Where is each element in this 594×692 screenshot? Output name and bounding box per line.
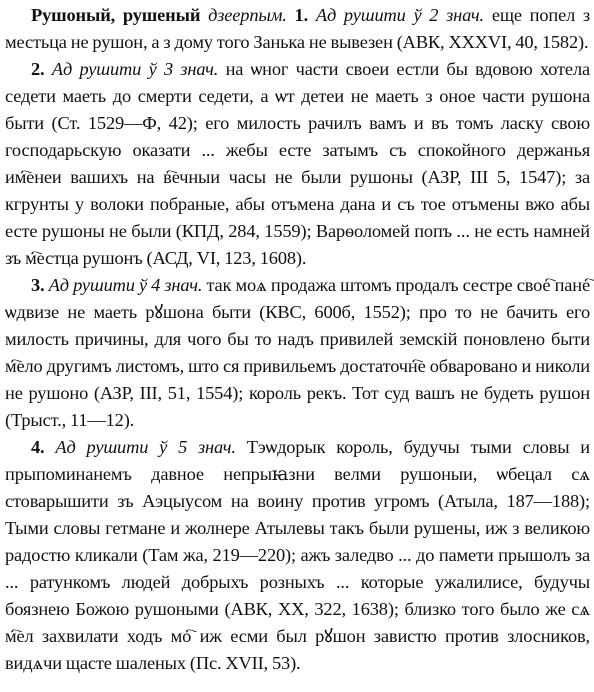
- sense-label: Ад рушити ў 3 знач.: [51, 59, 219, 79]
- sense-number: 1.: [294, 5, 309, 25]
- sense-text: так моѧ продажа штомъ продалъ сестре свое҇ пане҇ ѡдвизе не маеть рꙋшона быти (КВС, 600б, 1552); про то не бачить его милость причины, для чого бы то надъ привилей земскій поновлено быти м҇ело другимъ листомъ, што ся привильемъ достаточн҇е обваровано и николи не рушоно (АЗР, III, 51, 1554); король рекъ. Тот суд вашъ не будеть рушон (Трыст., 11—12).: [5, 275, 590, 430]
- sense-label: Ад рушити ў 5 знач.: [55, 437, 236, 457]
- sense-label: Ад рушити ў 4 знач.: [48, 275, 203, 295]
- sense-number: 2.: [31, 59, 45, 79]
- sense-number: 3.: [31, 275, 45, 295]
- dictionary-entry-sense-3: [5, 272, 590, 434]
- dictionary-entry-sense-1: [5, 2, 590, 56]
- sense-label: Ад рушити ў 2 знач.: [315, 5, 484, 25]
- sense-number: 4.: [31, 437, 45, 457]
- dictionary-entry-sense-2: [5, 56, 590, 272]
- sense-text: еще попел з местьца не рушон, а з дому того Занька не вывезен (АВК, XXXVI, 40, 1582).: [5, 5, 591, 52]
- dictionary-entry-sense-4: [5, 434, 590, 677]
- entry-headword: Рушоный, рушеный: [31, 5, 201, 25]
- sense-text: Тэѡдорык король, будучы тыми словы и прыпоминанемъ давное непрыꙗзни велми рушоныи, ѡбецал сѧ стоварышити зъ Аэцыусом на воину против угромъ (Атыла, 187—188); Тыми словы гетмане и жолнере Атылевы такъ были рушены, иж з великою радостю кликали (Там жа, 219—220); ажъ заледво ... до памети прышолъ за ... ратункомъ людей добрыхъ розныхъ ... которые ужалилисе, будучы боязнею Божою рушоными (АВК, XX, 322, 1638); близко того было же сѧ м҇ел захвилати ходъ мо҇ иж есми был рꙋшон завистю против злосников, видѧчи щасте шаленых (Пс. XVII, 53).: [5, 437, 590, 673]
- sense-text: на ѡног части своеи естли бы вдовою хотела седети маеть до смерти седети, а ѡт детеи не маеть з оное части рушона быти (Ст. 1529—Ф, 42); его милость рачилъ вамъ и въ томъ ласку свою господарьскую оказати ... жебы есте затымъ съ спокойного держанья им҇енеи вашихъ на в҇ечныи часы не были рушоны (АЗР, III 5, 1547); за кгрунты у волоки побраные, абы отъмена дана и съ тое отъмены вжо абы есте рушоны не были (КПД, 284, 1559); Варѳоломей попъ ... не есть намней зъ м҇естца рушонъ (АСД, VI, 123, 1608).: [5, 59, 590, 268]
- entry-part-of-speech: дзеерпым.: [208, 5, 287, 25]
